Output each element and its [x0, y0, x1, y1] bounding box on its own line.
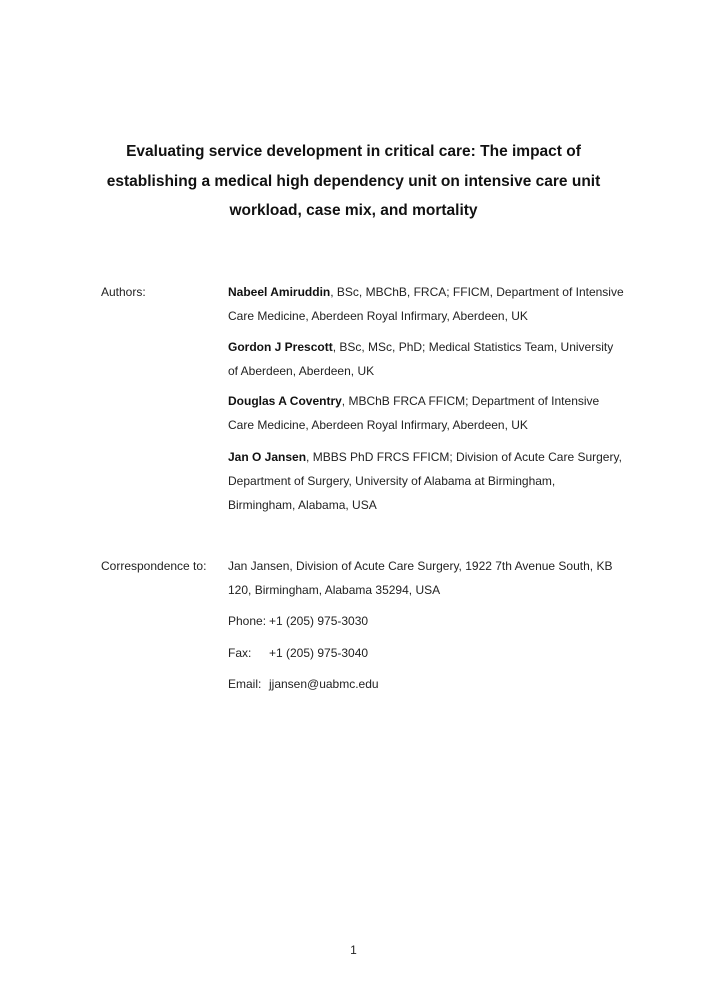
author-4 — [228, 445, 622, 517]
author-1 — [228, 280, 624, 328]
fax-row — [228, 641, 368, 665]
title-line-2: establishing a medical high dependency unit on intensive care unit — [106, 172, 601, 190]
correspondence-label: Correspondence to: — [101, 559, 207, 573]
email-value: jjansen@uabmc.edu — [269, 677, 379, 691]
fax-label: Fax: — [228, 646, 252, 660]
author-3-name: Douglas A Coventry — [228, 394, 342, 408]
email-row — [228, 672, 379, 696]
author-3-credentials: , MBChB FRCA FFICM; Department of Intensive — [341, 394, 600, 408]
paper-title — [80, 137, 627, 226]
author-1-affiliation: Care Medicine, Aberdeen Royal Infirmary, Aberdeen, UK — [228, 309, 528, 323]
phone-label: Phone: — [228, 614, 267, 628]
author-4-name: Jan O Jansen — [228, 450, 307, 464]
author-4-affiliation-line-1: Department of Surgery, University of Alabama at Birmingham, — [228, 474, 556, 488]
author-1-credentials: , BSc, MBChB, FRCA; FFICM, Department of Intensive — [330, 285, 624, 299]
author-2-credentials: , BSc, MSc, PhD; Medical Statistics Team, University — [332, 340, 614, 354]
authors-label: Authors: — [101, 285, 146, 299]
title-line-3: workload, case mix, and mortality — [229, 202, 478, 219]
page-number: 1 — [350, 943, 357, 957]
title-line-1: Evaluating service development in critical care: The impact of — [126, 143, 581, 160]
email-label: Email: — [228, 677, 262, 691]
correspondence-line-1: Jan Jansen, Division of Acute Care Surgery, 1922 7th Avenue South, KB — [228, 559, 613, 573]
author-1-name: Nabeel Amiruddin — [228, 285, 331, 299]
author-3-affiliation: Care Medicine, Aberdeen Royal Infirmary, Aberdeen, UK — [228, 418, 528, 432]
author-3 — [228, 389, 613, 437]
correspondence-address — [228, 554, 613, 602]
author-2 — [228, 335, 613, 383]
phone-row — [228, 609, 368, 633]
phone-value: +1 (205) 975-3030 — [269, 614, 369, 628]
correspondence-line-2: 120, Birmingham, Alabama 35294, USA — [228, 583, 441, 597]
author-2-name: Gordon J Prescott — [228, 340, 333, 354]
author-4-affiliation-line-2: Birmingham, Alabama, USA — [228, 498, 377, 512]
author-4-credentials: , MBBS PhD FRCS FFICM; Division of Acute Care Surgery, — [306, 450, 622, 464]
fax-value: +1 (205) 975-3040 — [269, 646, 369, 660]
author-2-affiliation: of Aberdeen, Aberdeen, UK — [228, 364, 375, 378]
